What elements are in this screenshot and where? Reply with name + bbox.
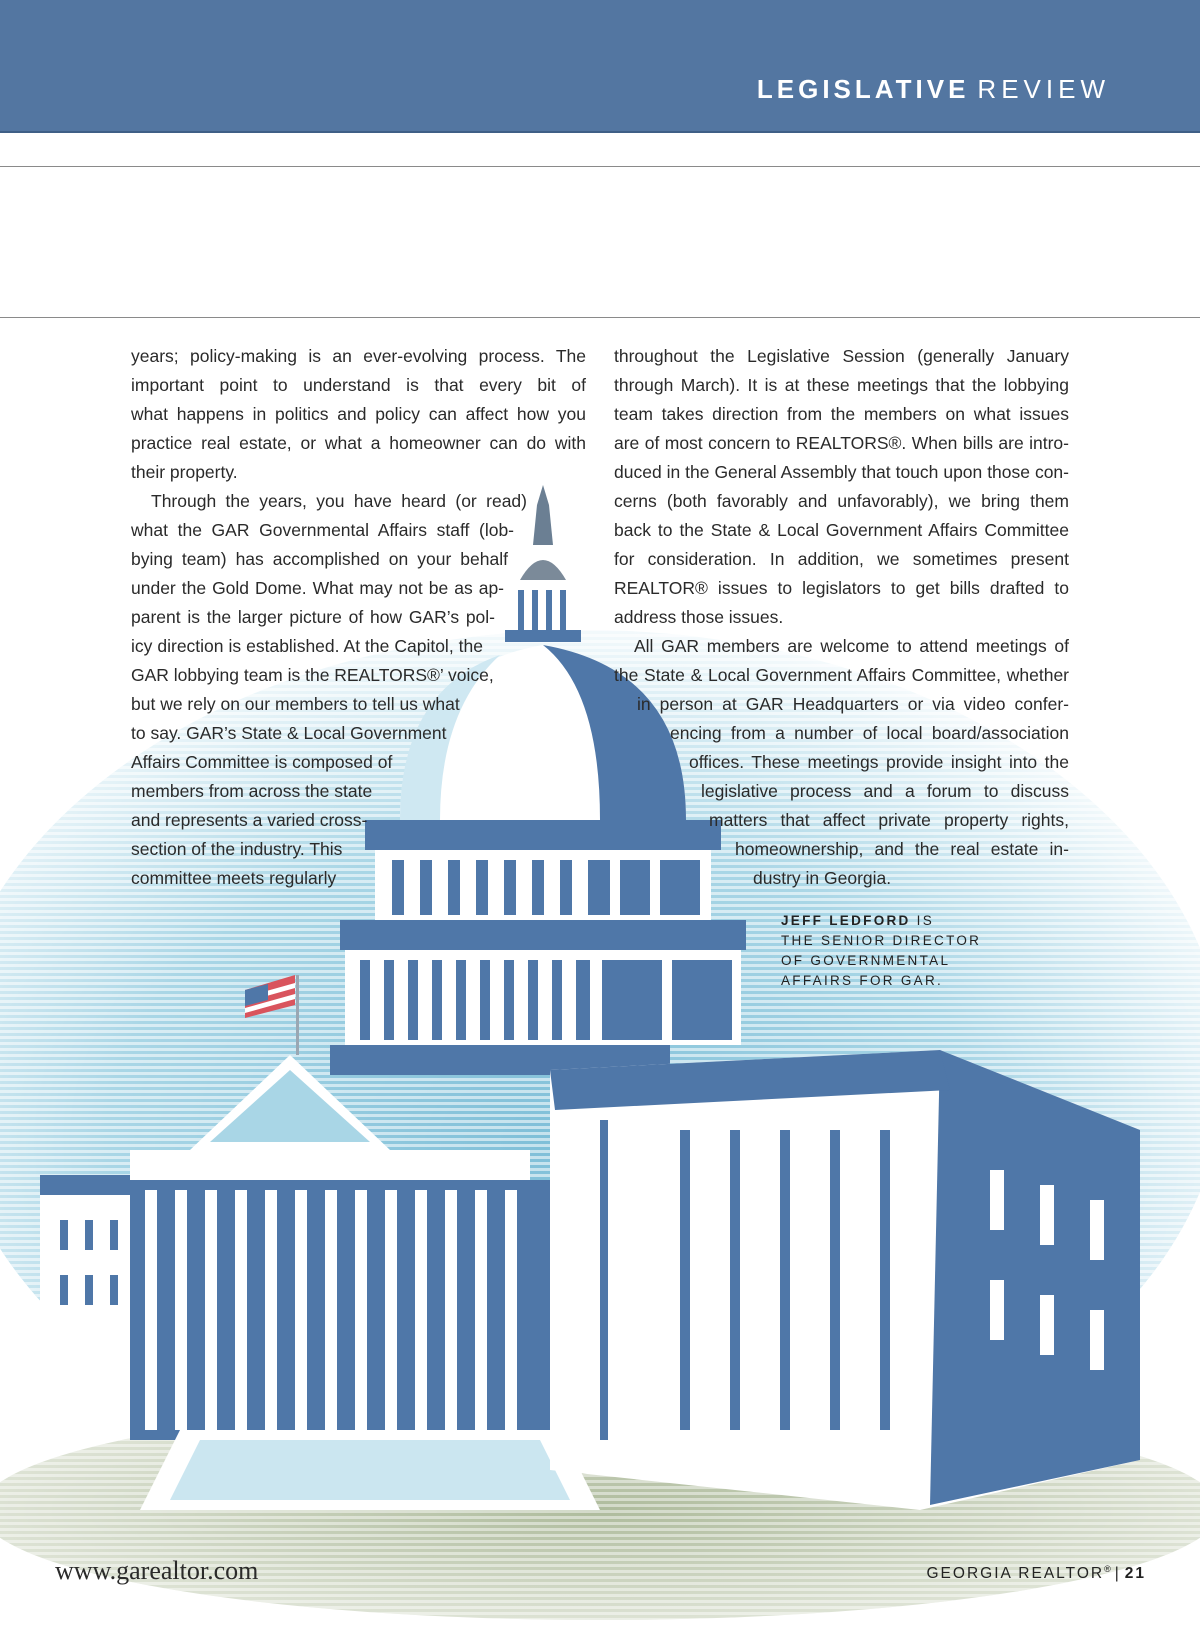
body-line: but we rely on our members to tell us what	[131, 694, 460, 714]
folio-separator: |	[1114, 1565, 1121, 1583]
body-line: important point to understand is that every bit of	[131, 375, 586, 395]
body-line: years; policy-making is an ever-evolving process. The	[131, 346, 586, 366]
body-line: icy direction is established. At the Capitol, the	[131, 636, 483, 656]
body-line: parent is the larger picture of how GAR’s pol-	[131, 607, 495, 627]
body-line: encing from a number of local board/association	[670, 723, 1069, 743]
body-line: All GAR members are welcome to attend meetings of	[634, 636, 1069, 656]
byline-text: AFFAIRS FOR GAR.	[781, 973, 944, 988]
body-line: through March). It is at these meetings that the lobbying	[614, 375, 1069, 395]
body-line: throughout the Legislative Session (generally January	[614, 346, 1069, 366]
body-line: under the Gold Dome. What may not be as ap-	[131, 578, 504, 598]
body-line: what happens in politics and policy can affect how you	[131, 404, 586, 424]
article-column-right	[614, 342, 1069, 893]
section-title-light: REVIEW	[977, 74, 1110, 104]
body-line: section of the industry. This	[131, 839, 343, 859]
body-line: duced in the General Assembly that touch upon those con-	[614, 462, 1069, 482]
body-line: the State & Local Government Affairs Committee, whether	[614, 665, 1069, 685]
body-line: Through the years, you have heard (or read)	[151, 491, 527, 511]
body-line: committee meets regularly	[131, 868, 337, 888]
body-line: offices. These meetings provide insight into the	[689, 752, 1069, 772]
body-line: GAR lobbying team is the REALTORS®’ voice,	[131, 665, 494, 685]
body-line: practice real estate, or what a homeowner can do with	[131, 433, 586, 453]
footer-url[interactable]: www.garealtor.com	[55, 1556, 259, 1585]
byline-text: THE SENIOR DIRECTOR	[781, 933, 982, 948]
body-line: dustry in Georgia.	[753, 868, 892, 888]
top-rule	[0, 166, 1200, 167]
footer-folio	[927, 1564, 1147, 1583]
body-line: are of most concern to REALTORS®. When bills are intro-	[614, 433, 1069, 453]
body-line: address those issues.	[614, 607, 784, 627]
middle-rule	[0, 317, 1200, 318]
body-line: their property.	[131, 462, 238, 482]
body-line: Affairs Committee is composed of	[131, 752, 393, 772]
body-line: legislative process and a forum to discuss	[701, 781, 1069, 801]
body-line: for consideration. In addition, we sometimes present	[614, 549, 1069, 569]
body-line: and represents a varied cross-	[131, 810, 368, 830]
magazine-name: GEORGIA REALTOR	[926, 1565, 1105, 1583]
page-number: 21	[1124, 1565, 1146, 1583]
body-line: in person at GAR Headquarters or via video confer-	[637, 694, 1069, 714]
body-line: matters that affect private property rights,	[709, 810, 1069, 830]
header-bar	[0, 0, 1200, 133]
body-line: bying team) has accomplished on your behalf	[131, 549, 508, 569]
article-column-left	[131, 342, 586, 893]
body-line: REALTOR® issues to legislators to get bills drafted to	[614, 578, 1069, 598]
body-line: homeownership, and the real estate in-	[735, 839, 1069, 859]
author-name: JEFF LEDFORD	[781, 913, 911, 928]
author-byline	[781, 911, 981, 991]
section-title	[757, 74, 1110, 105]
registered-mark: ®	[1104, 1564, 1111, 1574]
body-line: to say. GAR’s State & Local Government	[131, 723, 447, 743]
body-line: back to the State & Local Government Affairs Committee	[614, 520, 1069, 540]
body-line: cerns (both favorably and unfavorably), we bring them	[614, 491, 1069, 511]
section-title-bold: LEGISLATIVE	[756, 74, 970, 104]
body-line: what the GAR Governmental Affairs staff (lob-	[131, 520, 514, 540]
byline-text: IS	[916, 913, 935, 928]
body-line: team takes direction from the members on what issues	[614, 404, 1069, 424]
body-line: members from across the state	[131, 781, 373, 801]
byline-text: OF GOVERNMENTAL	[781, 953, 951, 968]
